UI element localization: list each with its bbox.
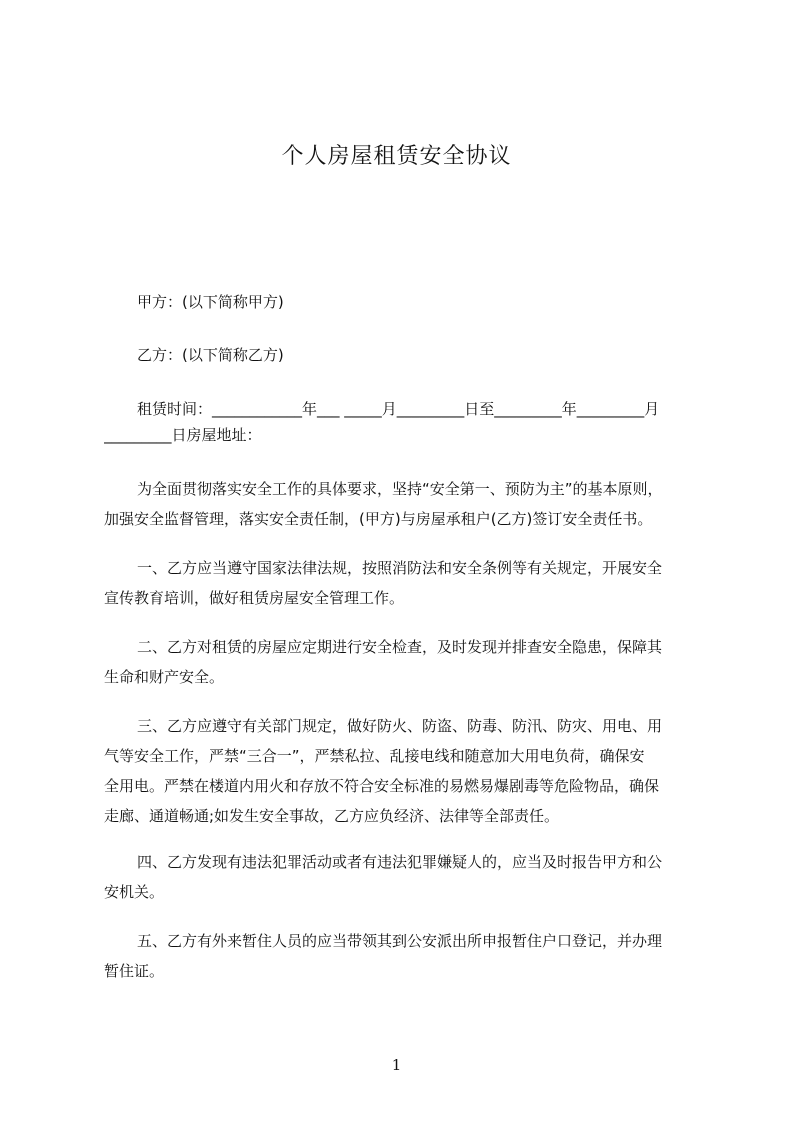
clause-2-paragraph — [104, 632, 704, 692]
clause-3-line: 走廊、通道畅通;如发生安全事故，乙方应负经济、法律等全部责任。 — [104, 807, 560, 825]
clause-1-paragraph — [104, 553, 704, 613]
document-title: 个人房屋租赁安全协议 — [281, 144, 512, 169]
clause-3-line: 三、乙方应遵守有关部门规定，做好防火、防盗、防毒、防汛、防灾、用电、用 — [137, 717, 663, 735]
clause-5-line: 暂住证。 — [104, 962, 165, 980]
clause-4-line: 安机关。 — [104, 883, 165, 901]
party-b-line: 乙方：(以下简称乙方) — [137, 346, 284, 364]
clause-5-paragraph — [104, 926, 704, 986]
party-a-line: 甲方：(以下简称甲方) — [137, 293, 284, 311]
page-number: 1 — [391, 1056, 402, 1074]
clause-2-line: 生命和财产安全。 — [104, 668, 225, 686]
clause-1-line: 宣传教育培训，做好租赁房屋安全管理工作。 — [104, 589, 405, 607]
clause-4-paragraph — [104, 847, 704, 907]
clause-3-paragraph — [104, 711, 704, 831]
clause-1-line: 一、乙方应当遵守国家法律法规，按照消防法和安全条例等有关规定，开展安全 — [137, 559, 663, 577]
clause-3-line: 气等安全工作，严禁“三合一”，严禁私拉、乱接电线和随意加大用电负荷，确保安 — [104, 747, 645, 765]
intro-paragraph — [104, 474, 704, 534]
clause-4-line: 四、乙方发现有违法犯罪活动或者有违法犯罪嫌疑人的，应当及时报告甲方和公 — [137, 853, 663, 871]
clause-2-line: 二、乙方对租赁的房屋应定期进行安全检查，及时发现并排查安全隐患，保障其 — [137, 638, 663, 656]
intro-line: 加强安全监督管理，落实安全责任制，(甲方)与房屋承租户(乙方)签订安全责任书。 — [104, 510, 653, 528]
intro-line: 为全面贯彻落实安全工作的具体要求，坚持“安全第一、预防为主”的基本原则， — [137, 480, 663, 498]
clause-5-line: 五、乙方有外来暂住人员的应当带领其到公安派出所申报暂住户口登记，并办理 — [137, 932, 663, 950]
lease-address-line: _________日房屋地址： — [104, 426, 262, 444]
clause-3-line: 全用电。严禁在楼道内用火和存放不符合安全标准的易燃易爆剧毒等危险物品，确保 — [104, 777, 660, 795]
lease-time-line: 租赁时间：____________年___ _____月_________日至_________年_________月 — [137, 400, 660, 418]
